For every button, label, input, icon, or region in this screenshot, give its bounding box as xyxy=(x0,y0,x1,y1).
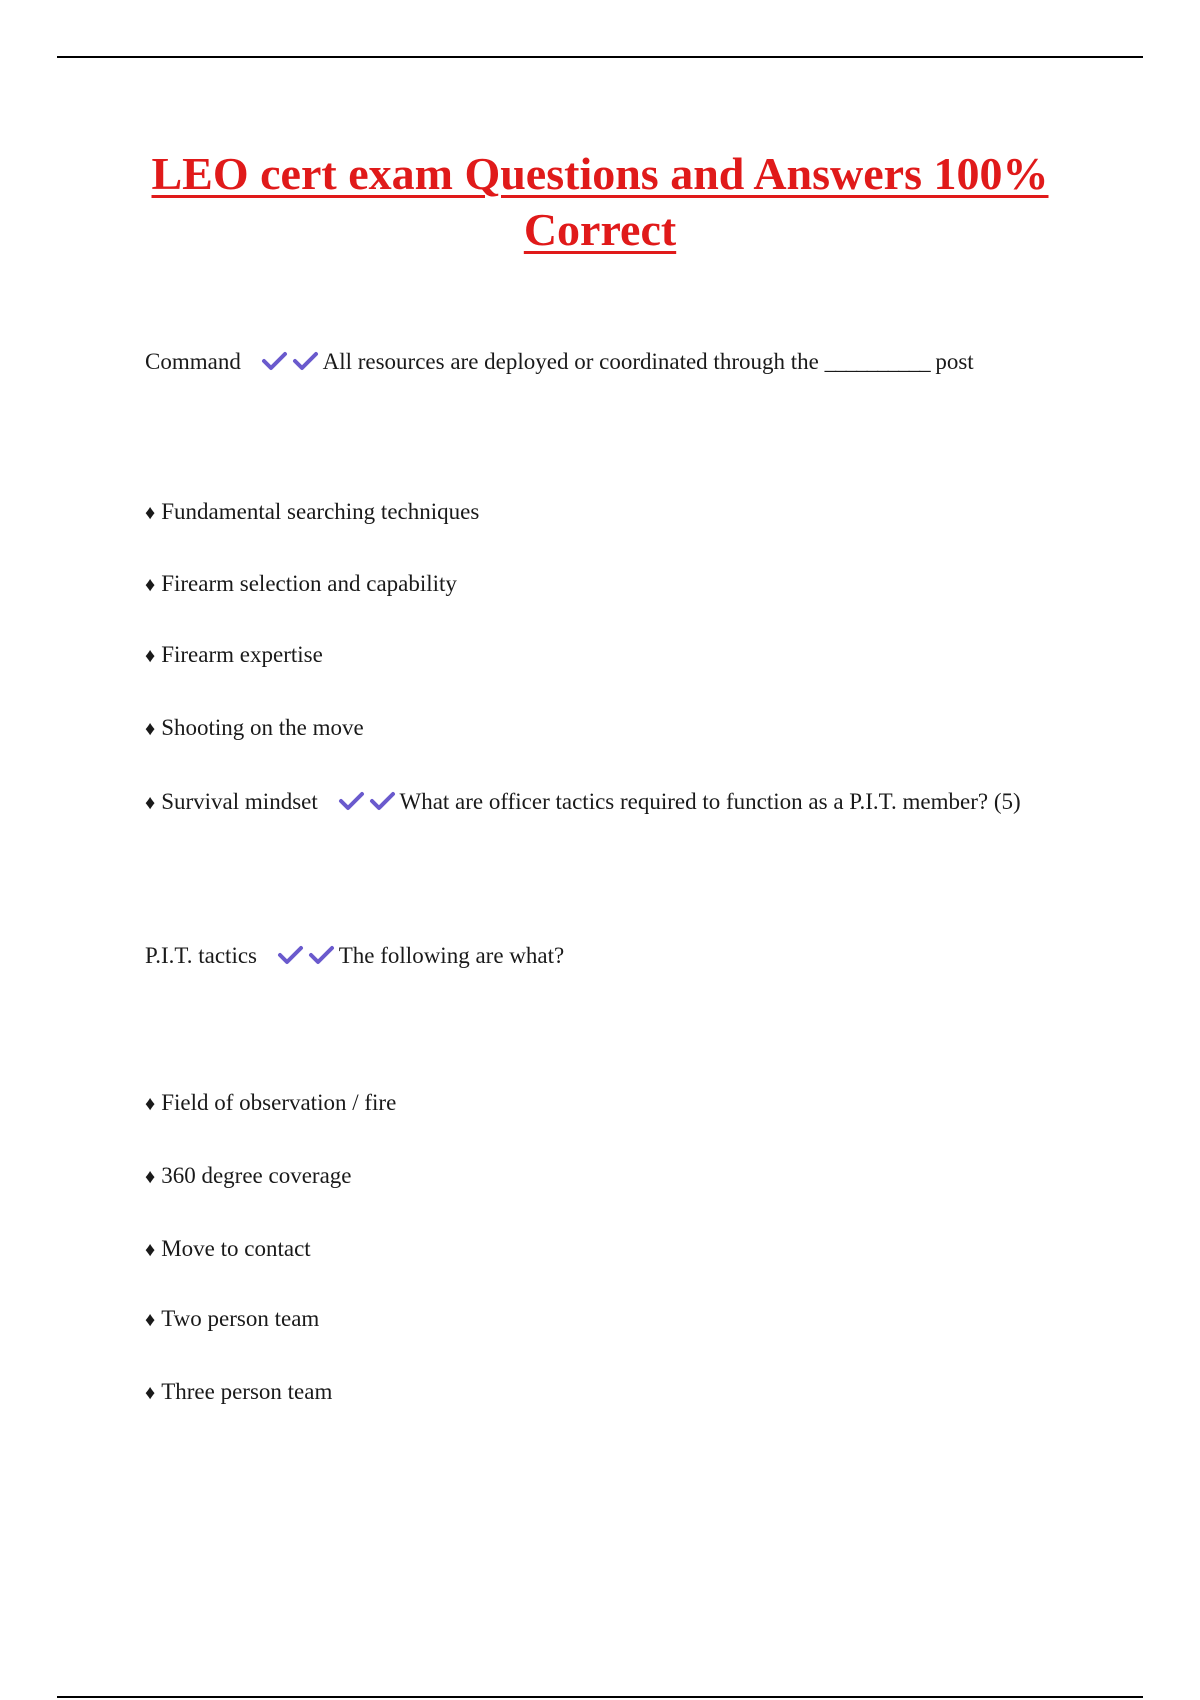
diamond-bullet-icon: ♦ xyxy=(145,1166,156,1188)
list-item xyxy=(145,1377,332,1408)
diamond-bullet-icon: ♦ xyxy=(145,1382,156,1404)
list-item-text: Firearm expertise xyxy=(161,642,323,667)
question-post-text: post xyxy=(935,349,974,374)
title-line-1: LEO cert exam Questions and Answers 100% xyxy=(151,148,1049,199)
double-check-icon xyxy=(338,789,398,821)
diamond-bullet-icon: ♦ xyxy=(145,574,156,596)
document-title xyxy=(100,146,1100,258)
double-check-icon xyxy=(261,349,321,381)
list-item-text: Field of observation / fire xyxy=(161,1090,397,1115)
list-item-text: Fundamental searching techniques xyxy=(161,499,480,524)
list-item xyxy=(145,640,323,671)
diamond-bullet-icon: ♦ xyxy=(145,792,156,814)
top-rule xyxy=(57,56,1143,58)
diamond-bullet-icon: ♦ xyxy=(145,718,156,740)
title-line-2: Correct xyxy=(523,204,677,255)
question-text: The following are what? xyxy=(338,943,565,968)
question-text: What are officer tactics required to function as a P.I.T. member? (5) xyxy=(399,789,1021,814)
list-item-text: Shooting on the move xyxy=(161,715,364,740)
diamond-bullet-icon: ♦ xyxy=(145,502,156,524)
list-item xyxy=(145,569,457,600)
diamond-bullet-icon: ♦ xyxy=(145,645,156,667)
list-item xyxy=(145,497,479,528)
qa-item-command xyxy=(145,347,974,381)
list-item xyxy=(145,1234,311,1265)
list-item-text: 360 degree coverage xyxy=(161,1163,352,1188)
diamond-bullet-icon: ♦ xyxy=(145,1239,156,1261)
answer-text: P.I.T. tactics xyxy=(145,943,257,968)
list-item-text: Move to contact xyxy=(161,1236,311,1261)
diamond-bullet-icon: ♦ xyxy=(145,1309,156,1331)
list-item-text: Three person team xyxy=(161,1379,333,1404)
list-item xyxy=(145,1161,352,1192)
list-item-text: Two person team xyxy=(161,1306,320,1331)
diamond-bullet-icon: ♦ xyxy=(145,1093,156,1115)
question-text: All resources are deployed or coordinated through the xyxy=(322,349,819,374)
list-item xyxy=(145,1088,396,1119)
qa-item-pit-tactics xyxy=(145,941,564,975)
list-item xyxy=(145,1304,319,1335)
answer-text: Command xyxy=(145,349,241,374)
list-item-text: Firearm selection and capability xyxy=(161,571,457,596)
fill-blank: __________ xyxy=(824,349,930,374)
list-item xyxy=(145,713,364,744)
bottom-rule xyxy=(57,1696,1143,1698)
list-item-text: Survival mindset xyxy=(161,789,318,814)
double-check-icon xyxy=(277,943,337,975)
list-item xyxy=(145,787,1021,821)
